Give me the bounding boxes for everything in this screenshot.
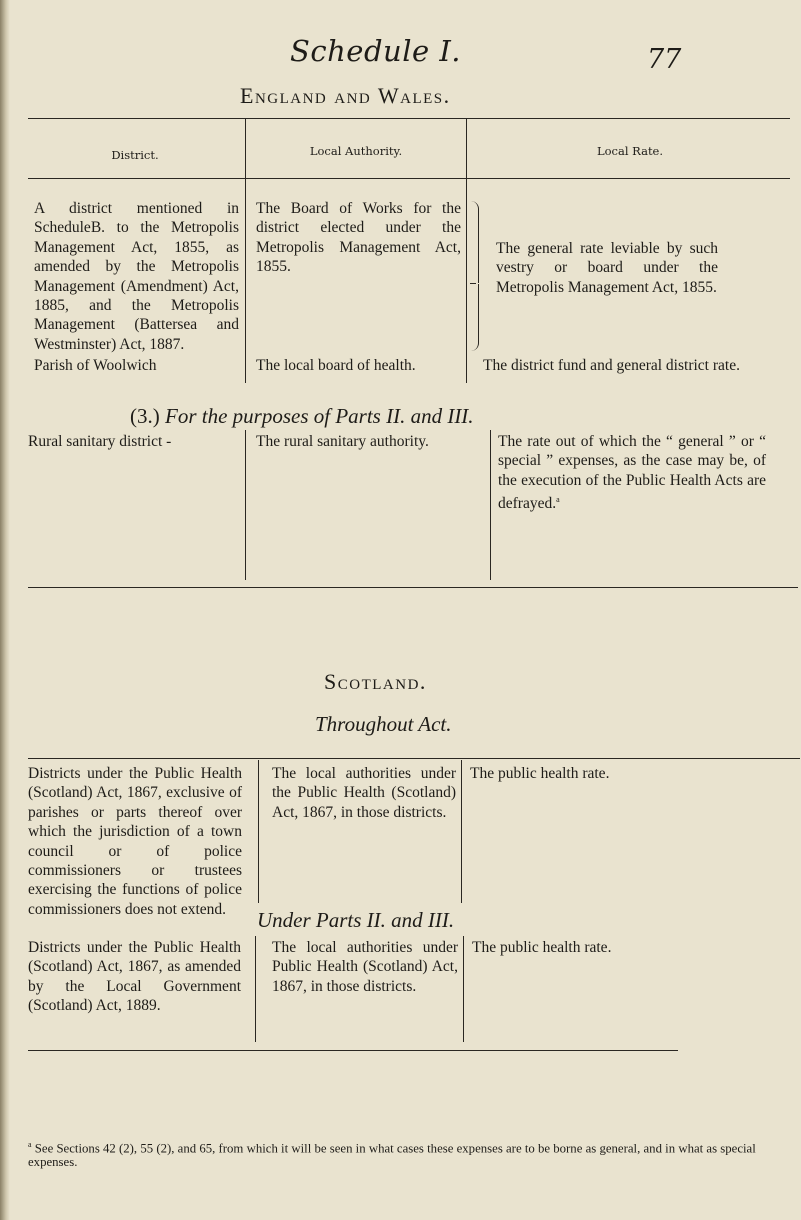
cell-rate-scotland-2: The public health rate.	[472, 939, 612, 956]
column-header-local-authority: Local Authority.	[309, 144, 403, 158]
column-header-local-rate: Local Rate.	[596, 144, 664, 158]
scotland-top-rule	[28, 758, 800, 759]
cell-authority-local-board: The local board of health.	[256, 357, 416, 374]
cell-district-woolwich: Parish of Woolwich	[34, 357, 157, 374]
footnote-reference-a: a	[556, 495, 560, 505]
cell-authority-scotland-1: The local authorities under the Public Health (Scotland) Act, 1867, in those districts.	[272, 765, 456, 821]
section-heading-england-wales: England and Wales.	[240, 83, 451, 108]
page-spine-shadow	[0, 0, 10, 1220]
scotland-end-rule	[28, 1050, 678, 1051]
cell-district-scotland-1: Districts under the Public Health (Scotland) Act, 1867, exclusive of parishes or parts thereof over which the jurisdiction of a town council or of police commissioners or trustees exercising the functions of police commissioners does not extend.	[28, 765, 242, 918]
cell-district-scotland-2: Districts under the Public Health (Scotland) Act, 1867, as amended by the Local Government (Scotland) Act, 1889.	[28, 939, 241, 1015]
column-divider-2	[466, 118, 467, 383]
cell-rate-general-rate: The general rate leviable by such vestry or board under the Metropolis Management Act, 1855.	[496, 240, 718, 296]
cell-district-metropolis: A district mentioned in ScheduleB. to the Metropolis Management Act, 1855, as amended by the Metropolis Management (Amendment) Act, 1885, and the Metropolis Management (Battersea and Westminster) Act, 1887.	[34, 200, 239, 353]
column-divider-5	[258, 760, 259, 903]
footnote-text: See Sections 42 (2), 55 (2), and 65, from which it will be seen in what cases these expenses are to be borne as general, and in what as special expenses.	[28, 1141, 756, 1170]
column-divider-6	[461, 760, 462, 903]
subheading-under-parts: Under Parts II. and III.	[257, 908, 455, 932]
parts-heading-number: (3.)	[130, 404, 160, 428]
footnote	[28, 1138, 798, 1169]
cell-rate-scotland-1: The public health rate.	[470, 765, 610, 782]
subheading-throughout-act: Throughout Act.	[315, 712, 452, 736]
running-title: Schedule I.	[290, 34, 462, 68]
parts-heading	[130, 404, 474, 429]
england-end-rule	[28, 587, 798, 588]
column-divider-3	[245, 430, 246, 580]
cell-rate-rural	[498, 432, 766, 514]
section-heading-scotland: Scotland.	[324, 669, 427, 694]
table-header-rule	[28, 178, 790, 179]
parts-heading-text: For the purposes of Parts II. and III.	[165, 404, 474, 428]
cell-authority-rural: The rural sanitary authority.	[256, 433, 429, 450]
column-header-district: District.	[111, 148, 159, 162]
cell-rate-district-fund: The district fund and general district rate.	[483, 357, 740, 374]
footnote-marker: a	[28, 1140, 32, 1149]
column-divider-7	[255, 936, 256, 1042]
cell-authority-board-of-works: The Board of Works for the district elected under the Metropolis Management Act, 1855.	[256, 200, 461, 276]
cell-rate-rural-text: The rate out of which the “ general ” or “ special ” expenses, as the case may be, of the execution of the Public Health Acts are defrayed.	[498, 433, 766, 513]
brace-top	[470, 201, 479, 283]
brace-bottom	[470, 284, 479, 351]
table-top-rule	[28, 118, 790, 119]
cell-district-rural: Rural sanitary district -	[28, 433, 172, 450]
column-divider-1	[245, 118, 246, 383]
column-divider-8	[463, 936, 464, 1042]
column-divider-4	[490, 430, 491, 580]
page-number: 77	[647, 44, 682, 75]
cell-authority-scotland-2: The local authorities under Public Health (Scotland) Act, 1867, in those districts.	[272, 939, 458, 995]
